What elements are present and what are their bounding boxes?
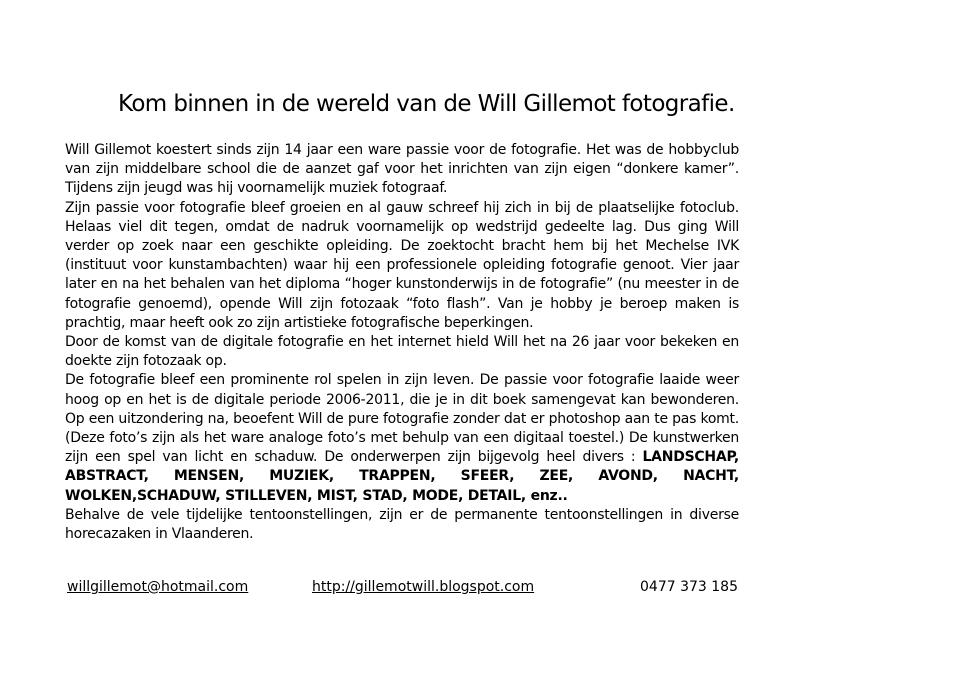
paragraph-intro: Will Gillemot koestert sinds zijn 14 jaar een ware passie voor de fotografie. Het was de hobbyclub van zijn middelbare school die de aanzet gaf voor het inrichten van zijn eigen “donkere kamer”. Tijdens zijn jeugd was hij voornamelijk muziek fotograaf. <box>65 142 739 197</box>
body-text <box>65 141 739 544</box>
email-link[interactable]: willgillemot@hotmail.com <box>67 579 249 595</box>
paragraph-education: Zijn passie voor fotografie bleef groeien en al gauw schreef hij zich in bij de plaatselijke fotoclub. Helaas viel dit tegen, omdat de nadruk voornamelijk op wedstrijd gedeelte lag. Dus ging Will verder op zoek naar een geschikte opleiding. De zoektocht bracht hem bij het Mechelse IVK (instituut voor kunstambachten) waar hij een professionele opleiding fotografie genoot. Vier jaar later en na het behalen van het diploma “hoger kunstonderwijs in de fotografie” (nu meester in de fotografie genoemd), opende Will zijn fotozaak “foto flash”. Van je hobby je beroep maken is prachtig, maar heeft ook zo zijn artistieke fotografische beperkingen. <box>65 199 739 331</box>
paragraph-passion <box>65 371 739 505</box>
subjects-list: LANDSCHAP, ABSTRACT, MENSEN, MUZIEK, TRAPPEN, SFEER, ZEE, AVOND, NACHT, WOLKEN,SCHADUW, STILLEVEN, MIST, STAD, MODE, DETAIL, enz.. <box>65 449 739 504</box>
paragraph-exhibitions: Behalve de vele tijdelijke tentoonstellingen, zijn er de permanente tentoonstellingen in diverse horecazaken in Vlaanderen. <box>65 506 739 543</box>
page-title: Kom binnen in de wereld van de Will Gillemot fotografie. <box>118 91 735 117</box>
phone-number: 0477 373 185 <box>640 579 738 595</box>
paragraph-passion-text: De fotografie bleef een prominente rol spelen in zijn leven. De passie voor fotografie laaide weer hoog op en het is de digitale periode 2006-2011, die je in dit boek samengevat kan bewonderen. Op een uitzondering na, beoefent Will de pure fotografie zonder dat er photoshop aan te pas komt. (Deze foto’s zijn als het ware analoge foto’s met behulp van een digitaal toestel.) De kunstwerken zijn een spel van licht en schaduw. De onderwerpen zijn bijgevolg heel divers : <box>65 372 739 466</box>
paragraph-digital: Door de komst van de digitale fotografie en het internet hield Will het na 26 jaar voor bekeken en doekte zijn fotozaak op. <box>65 334 739 370</box>
blog-link[interactable]: http://gillemotwill.blogspot.com <box>312 579 535 595</box>
